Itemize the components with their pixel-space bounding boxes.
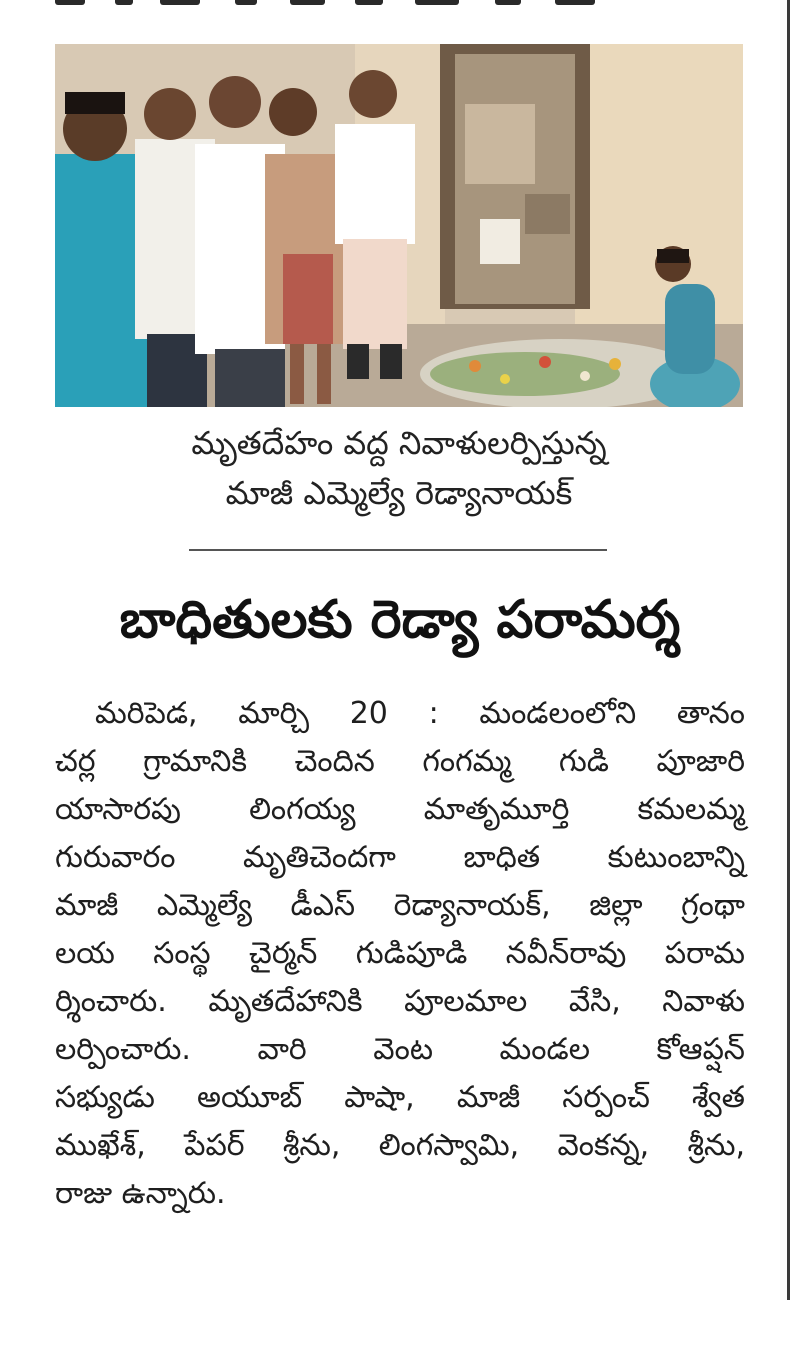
body-line: మాజీ ఎమ్మెల్యే డీఎస్ రెడ్యానాయక్, జిల్లా గ్రంథా [55, 888, 745, 923]
news-photo [55, 44, 743, 407]
body-line: సభ్యుడు అయూబ్ పాషా, మాజీ సర్పంచ్ శ్వేత [55, 1080, 745, 1115]
body-line: యాసారపు లింగయ్య మాతృమూర్తి కమలమ్మ [55, 792, 745, 827]
photo-caption [55, 418, 743, 518]
body-line: ముఖేశ్, పేపర్ శ్రీను, లింగస్వామి, వెంకన్న, శ్రీను, [55, 1128, 745, 1163]
body-line: చర్ల గ్రామానికి చెందిన గంగమ్మ గుడి పూజారి [55, 744, 745, 779]
caption-separator [189, 549, 607, 551]
column-rule [787, 0, 790, 1300]
body-line: రాజు ఉన్నారు. [55, 1176, 226, 1211]
caption-line-2: మాజీ ఎమ్మెల్యే రెడ్యానాయక్ [225, 474, 573, 512]
caption-line-1: మృతదేహం వద్ద నివాళులర్పిస్తున్న [191, 424, 607, 462]
previous-article-fragment [55, 0, 745, 10]
body-line: మరిపెడ, మార్చి 20 : మండలంలోని తానం [95, 696, 745, 731]
article-body [55, 690, 745, 1218]
body-line: ర్శించారు. మృతదేహానికి పూలమాల వేసి, నివాళు [55, 984, 745, 1019]
body-line: లయ సంస్థ చైర్మన్ గుడిపూడి నవీన్‌రావు పరామ [55, 936, 745, 971]
body-line: గురువారం మృతిచెందగా బాధిత కుటుంబాన్ని [55, 840, 745, 875]
article-headline: బాధితులకు రెడ్యా పరామర్శ [119, 590, 681, 650]
body-line: లర్పించారు. వారి వెంట మండల కోఆప్షన్ [55, 1032, 745, 1067]
